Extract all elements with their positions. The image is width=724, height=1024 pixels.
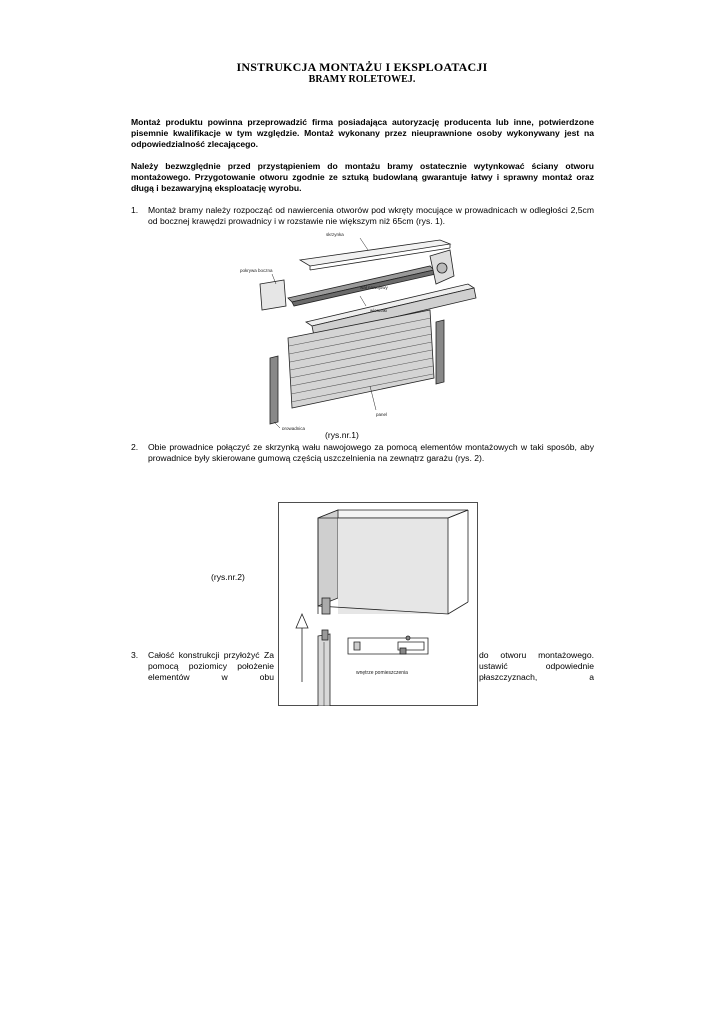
step-3-text-right: do otworu montażowego. ustawić odpowiednie płaszczyznach, a <box>479 650 594 682</box>
step-3-text-left: Całość konstrukcji przyłożyć Za pomocą poziomicy położenie elementów w obu <box>148 650 274 682</box>
step-3-number: 3. <box>131 650 139 660</box>
figure-2-caption: (rys.nr.2) <box>211 572 245 582</box>
step-2-text: Obie prowadnice połączyć ze skrzynką wału nawojowego za pomocą elementów montażowych w taki sposób, aby prowadnice były skierowane gumową częścią uszczelnienia na zewnątrz garażu (rys. 2). <box>148 442 594 463</box>
label-panel: panel <box>376 412 388 417</box>
figure-2-label: wnętrze pomieszczenia <box>356 670 408 676</box>
document-title: INSTRUKCJA MONTAŻU I EKSPLOATACJI <box>236 60 488 74</box>
intro-paragraph-1: Montaż produktu powinna przeprowadzić firma posiadająca autoryzację producenta lub inne, potwierdzone pisemnie kwalifikacje w tym względzie. Montaż wykonany przez nieuprawnione osoby wykonywany jest na odpowiedzialność zlecającego. <box>131 117 594 149</box>
step-1-number: 1. <box>131 205 139 215</box>
document-subtitle: BRAMY ROLETOWEJ. <box>308 74 416 85</box>
label-wieszak: wieszaki <box>370 308 388 313</box>
figure-2-rail-connection <box>278 502 478 706</box>
step-2-number: 2. <box>131 442 139 452</box>
label-pokrywa: pokrywa boczna <box>240 268 273 273</box>
label-wal: wał nawojowy <box>360 285 388 290</box>
figure-1-caption: (rys.nr.1) <box>325 430 359 440</box>
figure-1-exploded-view <box>240 226 490 430</box>
step-1-text: Montaż bramy należy rozpocząć od nawiercenia otworów pod wkręty mocujące w prowadnicach w odległości 2,5cm od bocznej krawędzi prowadnicy i w rozstawie nie większym niż 65cm (rys. 1). <box>148 205 594 226</box>
label-prowadnica: prowadnica <box>282 426 306 430</box>
label-skrzynka: skrzynka <box>326 232 344 237</box>
intro-paragraph-2: Należy bezwzględnie przed przystąpieniem do montażu bramy ostatecznie wytynkować ściany otworu montażowego. Przygotowanie otworu zgodnie ze sztuką budowlaną gwarantuje łatwy i sprawny montaż oraz długą i bezawaryjną eksploatację wyrobu. <box>131 161 594 193</box>
